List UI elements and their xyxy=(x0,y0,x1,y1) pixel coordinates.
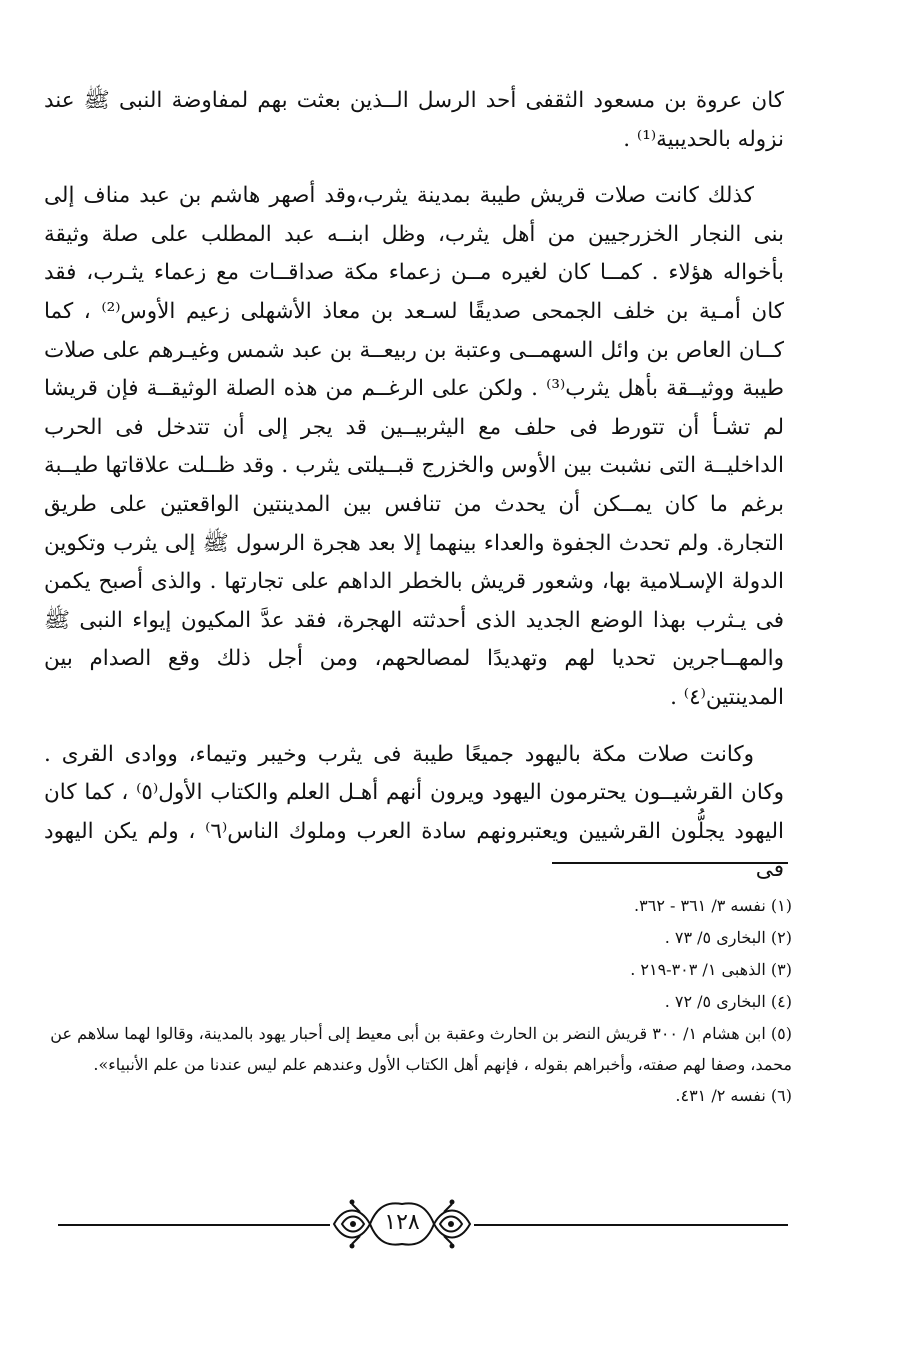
footnote-6: (٦) نفسه ٢/ ٤٣١. xyxy=(675,1086,792,1105)
footnote-2: (٢) البخارى ٥/ ٧٣ . xyxy=(664,928,792,947)
footnote-3: (٣) الذهبى ١/ ٣٠٣-٢١٩ . xyxy=(630,960,792,979)
footnote-separator xyxy=(552,862,788,864)
footnote-4: (٤) البخارى ٥/ ٧٢ . xyxy=(664,992,792,1011)
body-text xyxy=(44,82,784,890)
footer-rule-right xyxy=(474,1224,788,1226)
page-number: ١٢٨ xyxy=(384,1210,420,1235)
footnote-1: (١) نفسه ٣/ ٣٦١ - ٣٦٢. xyxy=(634,896,792,915)
footer-rule-left xyxy=(58,1224,330,1226)
paragraph-3: وكانت صلات مكة باليهود جميعًا طيبة فى يثرب وخيبر وتيماء، ووادى القرى . وكان القرشيــون يحترمون اليهود ويرون أنهم أهـل العلم والكتاب الأول⁽٥⁾ ، كما كان اليهود يجلُّون القرشيين ويعتبرونهم سادة العرب وملوك الناس⁽٦⁾ ، ولم يكن اليهود فى xyxy=(44,741,785,883)
paragraph-1: كان عروة بن مسعود الثقفى أحد الرسل الــذين بعثت بهم لمفاوضة النبى ﷺ عند نزوله بالحديبية⁽¹⁾ . xyxy=(44,88,784,152)
footnotes xyxy=(44,890,792,1112)
paragraph-2: كذلك كانت صلات قريش طيبة بمدينة يثرب،وقد أصهر هاشم بن عبد مناف إلى بنى النجار الخزرجيين من أهل يثرب، وظل ابنــه عبد المطلب على صلة وثيقة بأخواله هؤلاء . كمــا كان لغيره مــن زعماء مكة صداقــات مع زعماء يثـرب، فقد كان أمـية بن خلف الجمحى صديقًا لسـعد بن معاذ الأشهلى زعيم الأوس⁽²⁾ ، كما كــان العاص بن وائل السهمــى وعتبة بن ربيعــة بن عبد شمس وغيـرهم على صلات طيبة ووثيــقة بأهل يثرب⁽³⁾ . ولكن على الرغــم من هذه الصلة الوثيقــة فإن قريشا لم تشـأ أن تتورط فى حلف مع اليثربيــين قد يجر إلى أن تتدخل فى الحرب الداخليــة التى نشبت بين الأوس والخزرج قبــيلتى يثرب . وقد ظــلت علاقاتها طيــبة برغم ما كان يمــكن أن يحدث من تنافس بين المدينتين الواقعتين على طريق التجارة. ولم تحدث الجفوة والعداء بينهما إلا بعد هجرة الرسول ﷺ إلى يثرب وتكوين الدولة الإسـلامية بها، وشعور قريش بالخطر الداهم على تجارتها . والذى أصبح يكمن فى يـثرب بهذا الوضع الجديد الذى أحدثته الهجرة، فقد عدَّ المكيون إيواء النبى ﷺ والمهــاجرين تحديا لهم وتهديدًا لمصالحهم، ومن أجل ذلك وقع الصدام بين المدينتين⁽٤⁾ . xyxy=(44,183,784,710)
footnote-5: (٥) ابن هشام ١/ ٣٠٠ قريش النضر بن الحارث وعقبة بن أبى معيط إلى أحبار يهود بالمدينة، وقالوا لهما سلاهم عن محمد، وصفا لهم صفته، وأخبراهم بقوله ، فإنهم أهل الكتاب الأول وعندهم علم ليس عندنا من علم الأنبياء». xyxy=(50,1024,792,1074)
